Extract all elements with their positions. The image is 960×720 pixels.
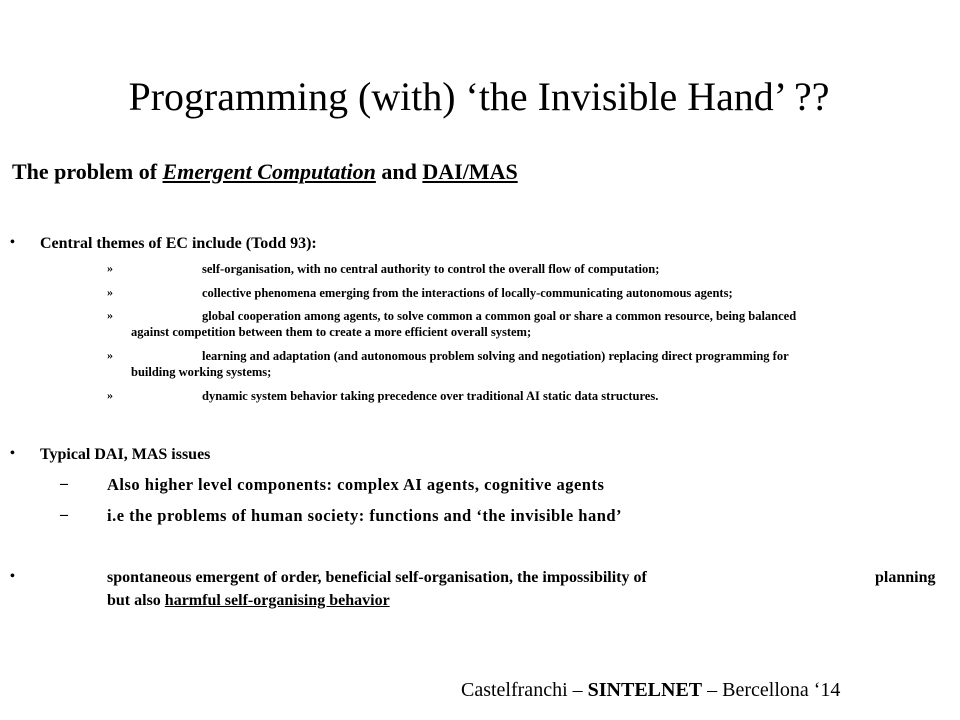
slide-footer — [461, 677, 840, 703]
subtitle-dai-mas: DAI/MAS — [422, 159, 518, 184]
sub-marker-5: » — [107, 388, 113, 402]
bullet-central-themes: Central themes of EC include (Todd 93): — [40, 235, 317, 252]
sub-marker-4: » — [107, 348, 113, 362]
footer-project: SINTELNET — [587, 679, 703, 701]
slide-subtitle — [12, 158, 518, 186]
theme-item-self-organisation: self-organisation, with no central authority to control the overall flow of computation; — [202, 262, 660, 276]
bullet-spontaneous-emergent: spontaneous emergent of order, beneficial self-organisation, the impossibility of — [107, 569, 647, 586]
bullet-spontaneous-planning: planning — [875, 569, 936, 586]
slide-title: Programming (with) ‘the Invisible Hand’ ?? — [128, 74, 830, 119]
theme-item-learning-adaptation-cont: building working systems; — [131, 365, 272, 379]
sub-marker-1: » — [107, 261, 113, 275]
issue-item-higher-level: Also higher level components: complex AI agents, cognitive agents — [107, 475, 605, 494]
theme-item-dynamic-behavior: dynamic system behavior taking precedence over traditional AI static data structures. — [202, 389, 659, 403]
dash-marker-2: – — [60, 506, 68, 523]
footer-venue: – Bercellona ‘14 — [702, 679, 841, 701]
theme-item-collective-phenomena: collective phenomena emerging from the interactions of locally-communicating autonomous agents; — [202, 286, 733, 300]
bullet-spontaneous-cont — [107, 591, 390, 611]
footer-author: Castelfranchi – — [461, 679, 588, 701]
subtitle-prefix: The problem of — [12, 159, 163, 184]
sub-marker-2: » — [107, 285, 113, 299]
subtitle-emergent-computation: Emergent Computation — [162, 159, 376, 184]
bullet3-prefix: but also — [107, 592, 165, 609]
sub-marker-3: » — [107, 308, 113, 322]
issue-item-human-society: i.e the problems of human society: functions and ‘the invisible hand’ — [107, 506, 623, 525]
theme-item-learning-adaptation: learning and adaptation (and autonomous problem solving and negotiation) replacing direct programming for — [202, 349, 789, 363]
harmful-behavior-link[interactable]: harmful self-organising behavior — [164, 592, 390, 609]
theme-item-global-cooperation: global cooperation among agents, to solve common a common goal or share a common resource, being balanced — [202, 309, 797, 323]
bullet-dot-3: • — [10, 569, 15, 584]
bullet-dot-1: • — [10, 235, 15, 250]
bullet-dot-2: • — [10, 446, 15, 461]
theme-item-global-cooperation-cont: against competition between them to create a more efficient overall system; — [131, 325, 532, 339]
dash-marker-1: – — [60, 475, 68, 492]
subtitle-mid: and — [375, 159, 423, 184]
bullet-typical-issues: Typical DAI, MAS issues — [40, 446, 211, 463]
